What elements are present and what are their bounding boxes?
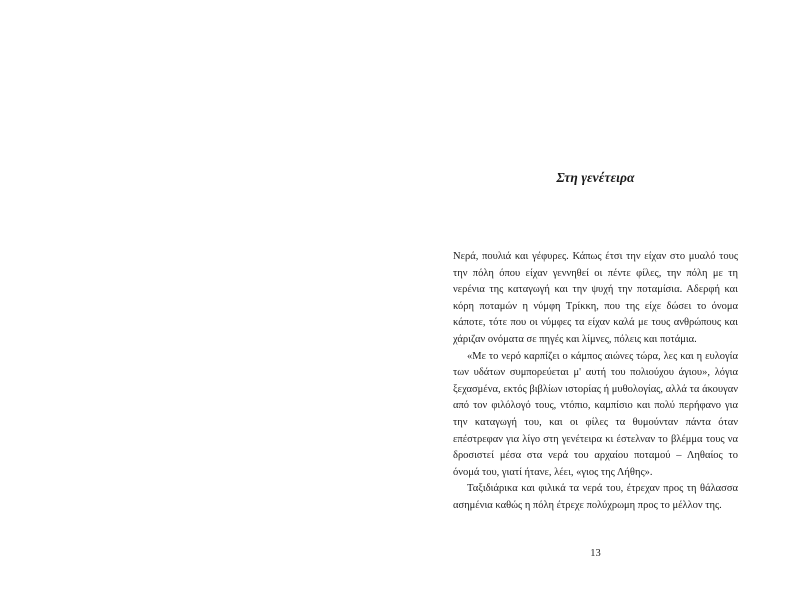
page-number: 13 (590, 548, 601, 559)
body-text (453, 249, 738, 515)
paragraph-1: Νερά, πουλιά και γέφυρες. Κάπως έτσι την είχαν στο μυαλό τους την πόλη όπου είχαν γεννηθεί οι πέντε φίλες, την πόλη με τη νερένια της καταγωγή και την ψυχή την ποταμίσια. Αδερφή και κόρη ποταμών η νύμφη Τρίκκη, που της είχε δώσει το όνομα κάποτε, τότε που οι νύμφες τα είχαν καλά με τους ανθρώπους και χάριζαν ονόματα σε πηγές και λίμνες, πόλεις και ποτάμια. (453, 251, 738, 345)
chapter-title: Στη γενέτειρα (556, 170, 635, 185)
right-page (397, 0, 794, 595)
paragraph-3: Ταξιδιάρικα και φιλικά τα νερά του, έτρεχαν προς τη θάλασσα ασημένια καθώς η πόλη έτρεχε πολύχρωμη προς το μέλλον της. (453, 483, 738, 511)
paragraph-2: «Με το νερό καρπίζει ο κάμπος αιώνες τώρα, λες και η ευλογία των υδάτων συμπορεύεται μ' αυτή του πολιούχου άγιου», λόγια ξεχασμένα, εκτός βιβλίων ιστορίας ή μυθολογίας, αλλά τα άκουγαν από τον φιλόλογό τους, ντόπιο, καμπίσιο και πολύ περήφανο για την καταγωγή του, και οι φίλες τα θυμούνταν πάντα όταν επέστρεφαν για λίγο στη γενέτειρα κι έστελναν το βλέμμα τους να δροσιστεί μέσα στα νερά του αρχαίου ποταμού – Ληθαίος το όνομά του, γιατί ήτανε, λέει, «γιος της Λήθης». (453, 350, 738, 478)
